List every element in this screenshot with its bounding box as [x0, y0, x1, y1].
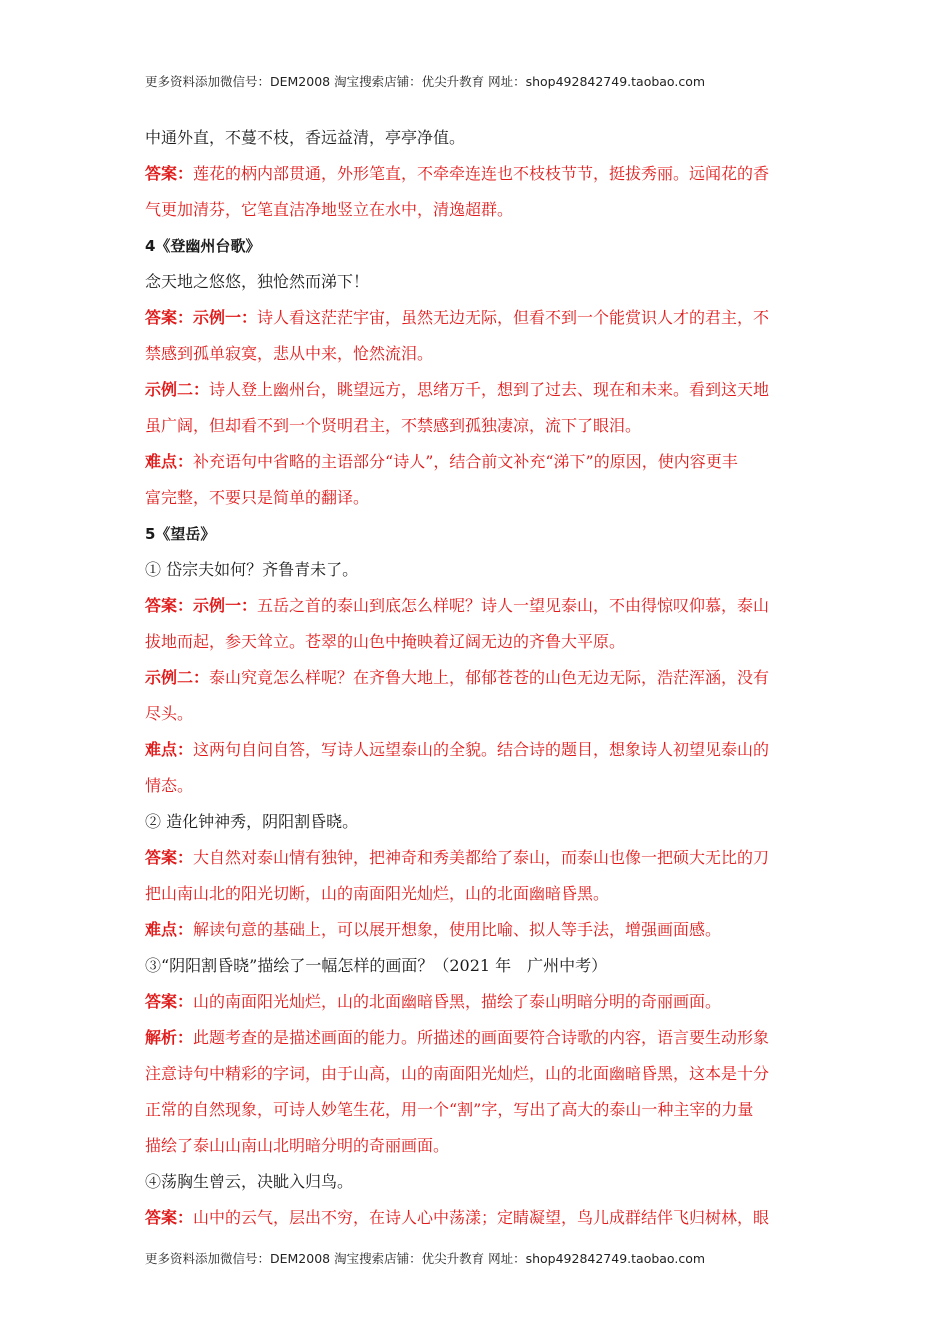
example-label: 示例二：: [145, 380, 210, 399]
difficulty-line: 富完整，不要只是简单的翻译。: [145, 488, 370, 507]
answer-label: 答案：: [145, 848, 194, 867]
answer-text: 诗人登上幽州台，眺望远方，思绪万千，想到了过去、现在和未来。看到这天地: [209, 380, 770, 399]
answer-line: [145, 300, 810, 336]
page-header: 更多资料添加微信号：DEM2008 淘宝搜索店铺：优尖升教育 网址：shop492842749.taobao.com: [145, 74, 706, 89]
answer-line: 拔地而起，参天耸立。苍翠的山色中掩映着辽阔无边的齐鲁大平原。: [145, 632, 626, 651]
answer-line: [145, 588, 810, 624]
difficulty-label: 难点：: [145, 452, 194, 471]
answer-line: 尽头。: [145, 704, 194, 723]
answer-text: 五岳之首的泰山到底怎么样呢？诗人一望见泰山，不由得惊叹仰慕，泰山: [257, 596, 770, 615]
difficulty-label: 难点：: [145, 740, 194, 759]
poem-line: ① 岱宗夫如何？齐鲁青未了。: [145, 560, 359, 579]
answer-label: 答案：: [145, 164, 194, 183]
answer-line: [145, 156, 810, 192]
analysis-text: 此题考查的是描述画面的能力。所描述的画面要符合诗歌的内容，语言要生动形象: [193, 1028, 770, 1047]
section-title: 4《登幽州台歌》: [145, 237, 261, 255]
analysis-line: 注意诗句中精彩的字词，由于山高，山的南面阳光灿烂，山的北面幽暗昏黑，这本是十分: [145, 1064, 770, 1083]
analysis-line: 描绘了泰山山南山北明暗分明的奇丽画面。: [145, 1136, 450, 1155]
answer-label: 答案：示例一：: [145, 308, 258, 327]
question-line: ③“阴阳割昏晓”描绘了一幅怎样的画面？（2021 年 广州中考）: [145, 956, 608, 975]
poem-line: ② 造化钟神秀，阴阳割昏晓。: [145, 812, 359, 831]
answer-text: 大自然对泰山情有独钟，把神奇和秀美都给了泰山，而泰山也像一把硕大无比的刀: [193, 848, 770, 867]
difficulty-line: [145, 732, 810, 768]
answer-label: 答案：: [145, 992, 194, 1011]
difficulty-line: 情态。: [145, 776, 194, 795]
analysis-line: [145, 1020, 810, 1056]
difficulty-line: [145, 912, 810, 948]
page-footer: 更多资料添加微信号：DEM2008 淘宝搜索店铺：优尖升教育 网址：shop492842749.taobao.com: [145, 1251, 706, 1266]
answer-line: 禁感到孤单寂寞，悲从中来，怆然流泪。: [145, 344, 434, 363]
answer-text: 诗人看这茫茫宇宙，虽然无边无际，但看不到一个能赏识人才的君主，不: [257, 308, 770, 327]
answer-line: 虽广阔，但却看不到一个贤明君主，不禁感到孤独凄凉，流下了眼泪。: [145, 416, 642, 435]
analysis-line: 正常的自然现象，可诗人妙笔生花，用一个“割”字，写出了高大的泰山一种主宰的力量: [145, 1100, 754, 1119]
answer-line: [145, 660, 810, 696]
answer-line: 把山南山北的阳光切断，山的南面阳光灿烂，山的北面幽暗昏黑。: [145, 884, 610, 903]
difficulty-text: 补充语句中省略的主语部分“诗人”，结合前文补充“涕下”的原因，使内容更丰: [193, 452, 738, 471]
example-label: 示例二：: [145, 668, 210, 687]
answer-line: 气更加清芬，它笔直洁净地竖立在水中，清逸超群。: [145, 200, 514, 219]
answer-line: [145, 840, 810, 876]
answer-text: 山的南面阳光灿烂，山的北面幽暗昏黑，描绘了泰山明暗分明的奇丽画面。: [193, 992, 722, 1011]
document-body: [145, 120, 810, 1236]
poem-line: 念天地之悠悠，独怆然而涕下！: [145, 272, 370, 291]
answer-label: 答案：: [145, 1208, 194, 1227]
answer-line: [145, 1200, 810, 1236]
analysis-label: 解析：: [145, 1028, 194, 1047]
poem-line: 中通外直，不蔓不枝，香远益清，亭亭净值。: [145, 128, 466, 147]
difficulty-line: [145, 444, 810, 480]
difficulty-text: 这两句自问自答，写诗人远望泰山的全貌。结合诗的题目，想象诗人初望见泰山的: [193, 740, 770, 759]
difficulty-text: 解读句意的基础上，可以展开想象，使用比喻、拟人等手法，增强画面感。: [193, 920, 722, 939]
section-title: 5《望岳》: [145, 525, 216, 543]
difficulty-label: 难点：: [145, 920, 194, 939]
answer-text: 泰山究竟怎么样呢？在齐鲁大地上，郁郁苍苍的山色无边无际，浩茫浑涵，没有: [209, 668, 770, 687]
answer-label: 答案：示例一：: [145, 596, 258, 615]
answer-line: [145, 984, 810, 1020]
answer-line: [145, 372, 810, 408]
poem-line: ④荡胸生曾云，决眦入归鸟。: [145, 1172, 354, 1191]
answer-text: 莲花的柄内部贯通，外形笔直，不牵牵连连也不枝枝节节，挺拔秀丽。远闻花的香: [193, 164, 770, 183]
answer-text: 山中的云气，层出不穷，在诗人心中荡漾；定睛凝望，鸟儿成群结伴飞归树林，眼: [193, 1208, 770, 1227]
